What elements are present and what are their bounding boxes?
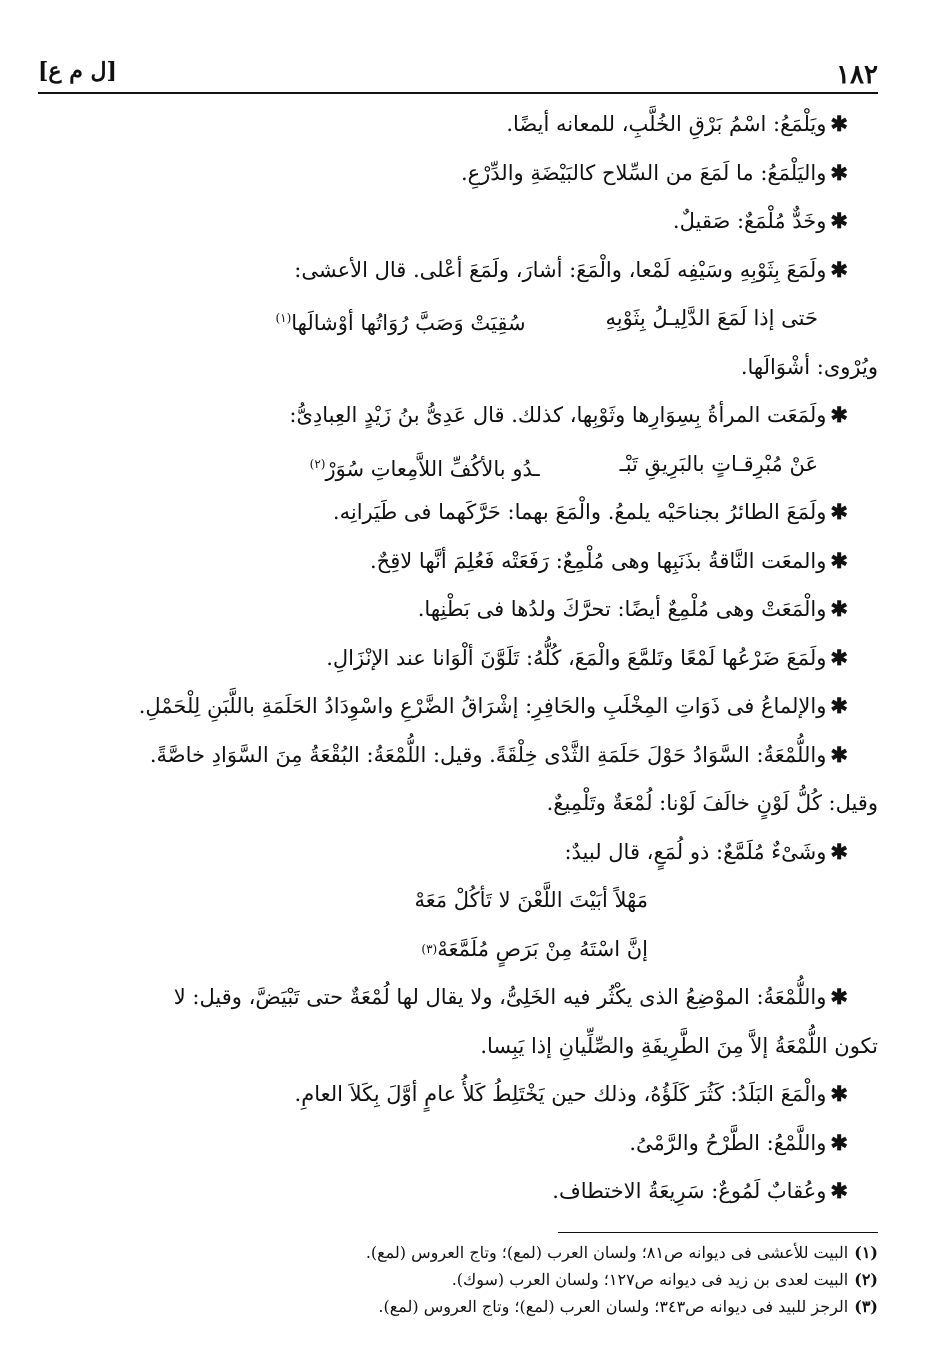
line-text: ولَمَعَ ضَرْعُها لَمْعًا وتَلمَّعَ والْمَعَ، كُلُّهُ: تَلَوَّنَ ألْوَانا عند الإنْزَالِ.: [326, 645, 827, 670]
entry-line: [62, 100, 878, 149]
line-text: ويَلْمَعُ: اسْمُ بَرْقِ الخُلَّبِ، للمعانه أيضًا.: [506, 112, 827, 136]
asterisk-icon: ✱: [830, 741, 848, 767]
entry-line: [62, 391, 878, 440]
footnote: [62, 1293, 878, 1320]
line-text: ولَمَعَ الطائرُ بجناحَيْه يلمعُ. والْمَعَ بهما: حَرَّكَهما فى طَيَرانِه.: [332, 500, 827, 524]
entry-line: [62, 634, 878, 683]
entry-line: [62, 585, 878, 634]
line-text: والمعَت النَّاقةُ بذَنَبِها وهى مُلْمِعٌ: رَفَعَتْه فَعُلِمَ أنَّها لاقِحٌ.: [370, 548, 827, 573]
entry-line: [62, 682, 878, 731]
line-text: تكون اللُّمْعَةُ إلاَّ مِنَ الطَّرِيفَةِ والصِّلِّيانِ إذا يَبِسا.: [480, 1033, 878, 1058]
entry-line: [62, 537, 878, 586]
entry-line: [62, 343, 878, 392]
entry-line: [62, 149, 878, 198]
line-text: ولَمَعَت المرأةُ بِسِوَارِها وثَوْبِها، كذلك. قال عَدِىُّ بنُ زَيْدٍ العِبادِىُّ:: [289, 403, 827, 427]
asterisk-icon: ✱: [830, 596, 848, 621]
line-text: ولَمَعَ بِثَوْبِهِ وسَيْفِه لَمْعا، والْمَعَ: أشارَ، ولَمَعَ أعْلى. قال الأعشى:: [294, 257, 827, 282]
footnote: [62, 1239, 878, 1266]
entry-line: [62, 246, 878, 295]
asterisk-icon: ✱: [830, 984, 848, 1009]
entry-line: [62, 197, 878, 246]
entry-line: [62, 828, 878, 877]
asterisk-icon: ✱: [830, 1081, 848, 1106]
entry-line: [62, 779, 878, 828]
asterisk-icon: ✱: [830, 1178, 848, 1203]
entry-line: [62, 1022, 878, 1071]
asterisk-icon: ✱: [830, 693, 848, 718]
line-text: واللُّمْعَةُ: الموْضِعُ الذى يكْثُر فيه الخَلِىُّ، ولا يقال لها لُمْعَةٌ حتى تَبْيَضَّ، وقيل: لا: [173, 985, 827, 1009]
footnote-marker: (٣): [421, 941, 438, 956]
footnote-marker: (١): [275, 311, 292, 325]
asterisk-icon: ✱: [830, 256, 848, 282]
verse-text: إنَّ اسْتَهُ مِنْ بَرَصٍ مُلَمَّعَهْ: [437, 936, 648, 961]
footnote-number: (٢): [854, 1270, 878, 1289]
asterisk-icon: ✱: [830, 644, 848, 670]
footnote-number: (١): [854, 1243, 878, 1262]
page-header: [38, 48, 878, 94]
footnotes: [62, 1232, 878, 1320]
verse-text: ـدُو بالأكُفِّ اللاَّمِعاتِ سُوَرْ: [325, 456, 540, 481]
footnote-number: (٣): [854, 1297, 878, 1316]
line-text: والْمَعَتْ وهى مُلْمِعٌ أيضًا: تحرَّكَ ولدُها فى بَطْنِها.: [417, 597, 827, 621]
line-text: وخَدٌّ مُلْمَعٌ: صَقيلٌ.: [672, 209, 827, 233]
entry-line: [62, 1070, 878, 1119]
asterisk-icon: ✱: [830, 838, 848, 864]
line-text: واليَلْمَعُ: ما لَمَعَ من السِّلاح كالبَيْضَةِ والدِّرْعِ.: [460, 160, 827, 185]
footnote-marker: (٢): [309, 456, 326, 471]
asterisk-icon: ✱: [830, 547, 848, 573]
footnote-text: البيت لعدى بن زيد فى ديوانه ص١٢٧؛ ولسان العرب (سوك).: [451, 1270, 849, 1289]
footnote-divider: [558, 1232, 878, 1233]
asterisk-icon: ✱: [830, 111, 848, 136]
asterisk-icon: ✱: [830, 208, 848, 233]
poetry-verse: [62, 440, 878, 489]
entry-line: [62, 1167, 878, 1216]
root-marker: [ل م ع]: [38, 58, 117, 84]
asterisk-icon: ✱: [830, 402, 848, 427]
poetry-verse: [62, 876, 878, 925]
entry-line: [62, 1119, 878, 1168]
poetry-verse: [62, 925, 878, 974]
line-text: ويُرْوى: أشْوَالَها.: [740, 354, 878, 379]
poetry-verse: [62, 294, 878, 343]
footnote: [62, 1266, 878, 1293]
asterisk-icon: ✱: [830, 1129, 848, 1155]
line-text: وشَىْءٌ مُلَمَّعٌ: ذو لُمَعٍ، قال لبيدٌ:: [564, 839, 827, 864]
line-text: والْمَعَ البَلَدُ: كَثُرَ كَلَؤُهُ، وذلك حين يَخْتَلِطُ كَلأُ عامٍ أوَّلَ بِكَلاَ العامِ.: [294, 1082, 827, 1106]
verse-second-hemistich: [275, 294, 605, 343]
asterisk-icon: ✱: [830, 499, 848, 524]
entry-line: [62, 488, 878, 537]
line-text: والإلماعُ فى ذَوَاتِ المِخْلَبِ والحَافِرِ: إشْرَاقُ الضَّرْعِ واسْوِدَادُ الحَلَمَةِ باللَّبَنِ لِلْحَمْلِ.: [138, 694, 827, 718]
line-text: واللُّمْعَةُ: السَّوَادُ حَوْلَ حَلَمَةِ الثَّدْى خِلْقَةً. وقيل: اللُّمْعَةُ: البُقْعَةُ مِنَ السَّوَادِ خاصَّةً.: [149, 742, 827, 767]
page-number: ١٨٢: [836, 60, 878, 90]
entry-line: [62, 731, 878, 780]
verse-text: مَهْلاً أبَيْتَ اللَّعْنَ لا تَأكُلْ مَعَهْ: [414, 888, 648, 912]
entry-line: [62, 973, 878, 1022]
line-text: واللَّمْعُ: الطَّرْحُ والرَّمْىُ.: [629, 1130, 827, 1155]
line-text: وعُقابٌ لَمُوعٌ: سَرِيعَةُ الاختطاف.: [552, 1179, 827, 1203]
verse-second-hemistich: [310, 440, 620, 489]
footnote-text: الرجز للبيد فى ديوانه ص٣٤٣؛ ولسان العرب (لمع)؛ وتاج العروس (لمع).: [378, 1297, 849, 1316]
footnote-text: البيت للأعشى فى ديوانه ص٨١؛ ولسان العرب (لمع)؛ وتاج العروس (لمع).: [365, 1243, 849, 1262]
verse-first-hemistich: حَتى إذا لَمَعَ الدَّلِيـلُ بِثَوْبِهِ: [605, 306, 818, 330]
verse-text: سُقِيَتْ وَصَبَّ رُوَاتُها أوْشالَها: [291, 311, 526, 335]
entry-body: [62, 100, 878, 1216]
asterisk-icon: ✱: [830, 159, 848, 185]
line-text: وقيل: كُلُّ لَوْنٍ خالَفَ لَوْنا: لُمْعَةٌ وتَلْمِيعٌ.: [546, 791, 878, 815]
verse-first-hemistich: عَنْ مُبْرِقـاتٍ بالبَرِيقِ تَبْـ: [619, 451, 818, 476]
